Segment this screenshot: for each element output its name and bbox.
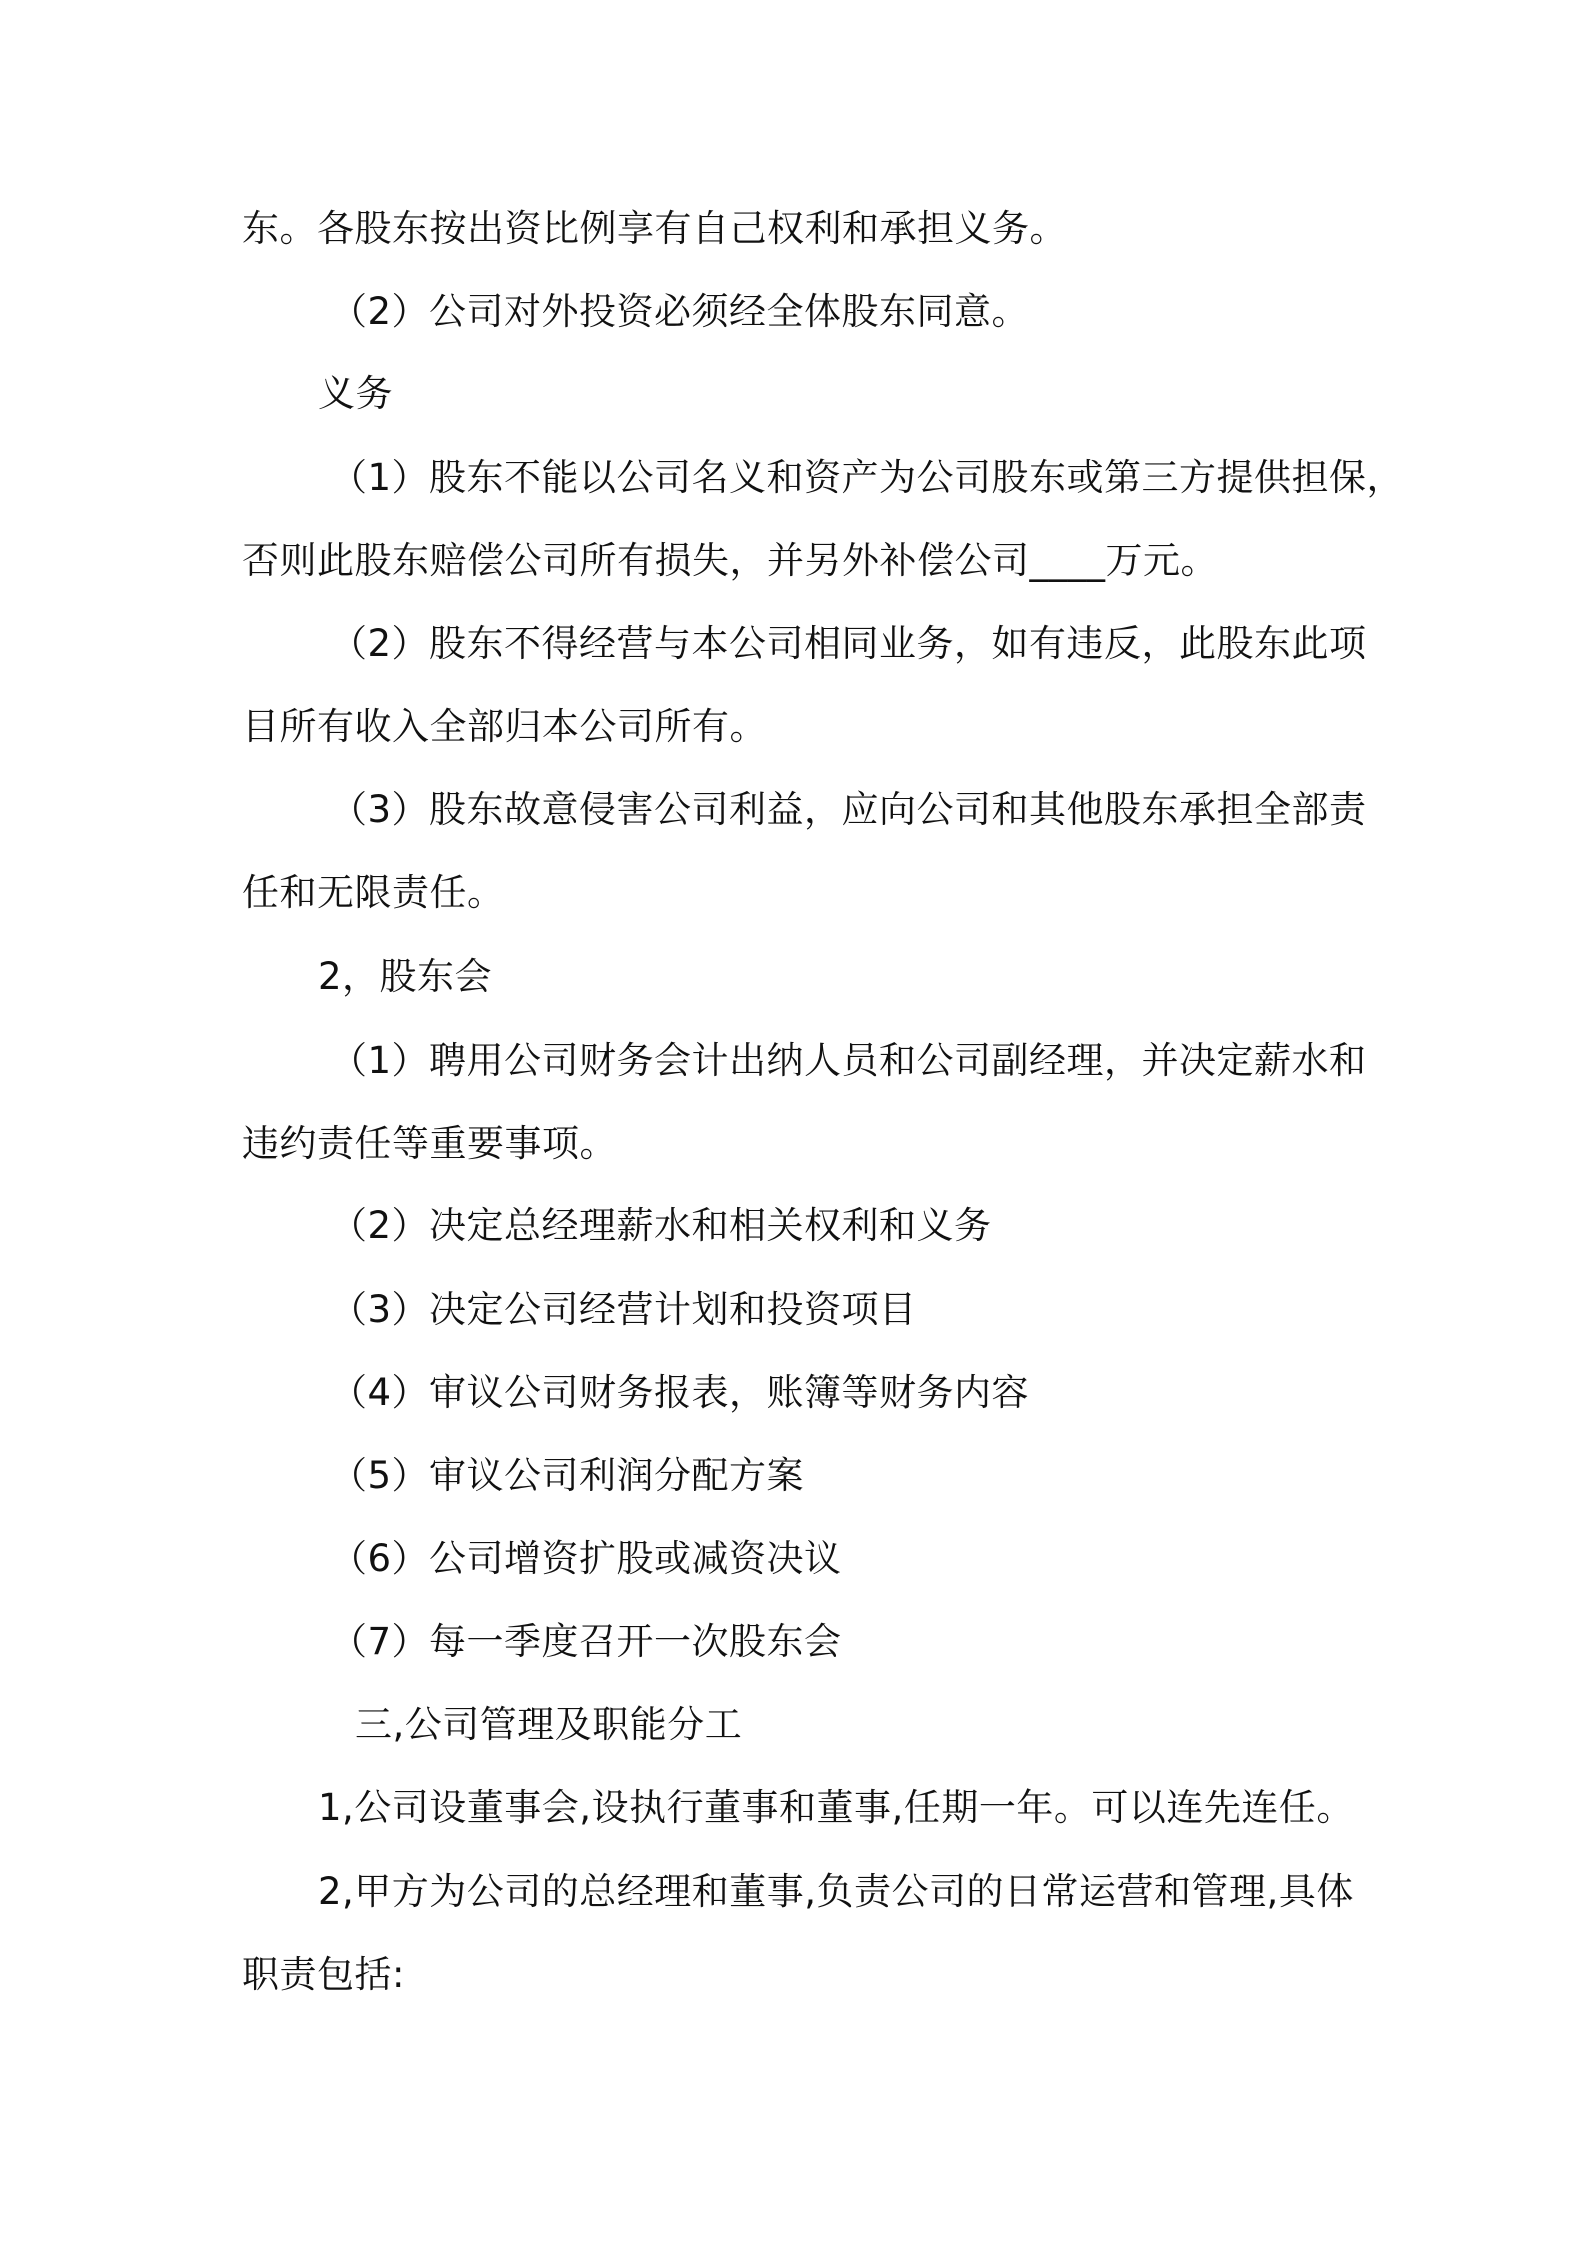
paragraph-line: 2,甲方为公司的总经理和董事,负责公司的日常运营和管理,具体 bbox=[318, 1870, 1354, 1913]
paragraph-line: 1,公司设董事会,设执行董事和董事,任期一年。可以连先连任。 bbox=[318, 1786, 1354, 1829]
paragraph-line: 目所有收入全部归本公司所有。 bbox=[242, 705, 767, 748]
list-item: （2）决定总经理薪水和相关权利和义务 bbox=[330, 1204, 992, 1247]
paragraph-line: 任和无限责任。 bbox=[242, 871, 505, 914]
paragraph-line: 职责包括: bbox=[242, 1953, 405, 1996]
paragraph-line: （1）聘用公司财务会计出纳人员和公司副经理，并决定薪水和 bbox=[330, 1039, 1367, 1082]
list-item: （4）审议公司财务报表，账簿等财务内容 bbox=[330, 1371, 1030, 1414]
list-item: （3）决定公司经营计划和投资项目 bbox=[330, 1288, 917, 1331]
list-item: （6）公司增资扩股或减资决议 bbox=[330, 1537, 842, 1580]
paragraph-line: （2）公司对外投资必须经全体股东同意。 bbox=[330, 290, 1030, 333]
paragraph-line: 否则此股东赔偿公司所有损失，并另外补偿公司____万元。 bbox=[242, 539, 1218, 582]
paragraph-line: 东。各股东按出资比例享有自己权利和承担义务。 bbox=[242, 207, 1067, 250]
paragraph-line: （2）股东不得经营与本公司相同业务，如有违反，此股东此项 bbox=[330, 622, 1367, 665]
list-item: （7）每一季度召开一次股东会 bbox=[330, 1620, 842, 1663]
section-heading: 2，股东会 bbox=[318, 955, 493, 998]
list-item: （5）审议公司利润分配方案 bbox=[330, 1454, 805, 1497]
section-heading: 义务 bbox=[318, 372, 393, 415]
paragraph-line: 违约责任等重要事项。 bbox=[242, 1122, 617, 1165]
paragraph-line: （3）股东故意侵害公司利益，应向公司和其他股东承担全部责 bbox=[330, 788, 1367, 831]
section-heading: 三,公司管理及职能分工 bbox=[355, 1703, 743, 1746]
paragraph-line: （1）股东不能以公司名义和资产为公司股东或第三方提供担保， bbox=[330, 456, 1405, 499]
